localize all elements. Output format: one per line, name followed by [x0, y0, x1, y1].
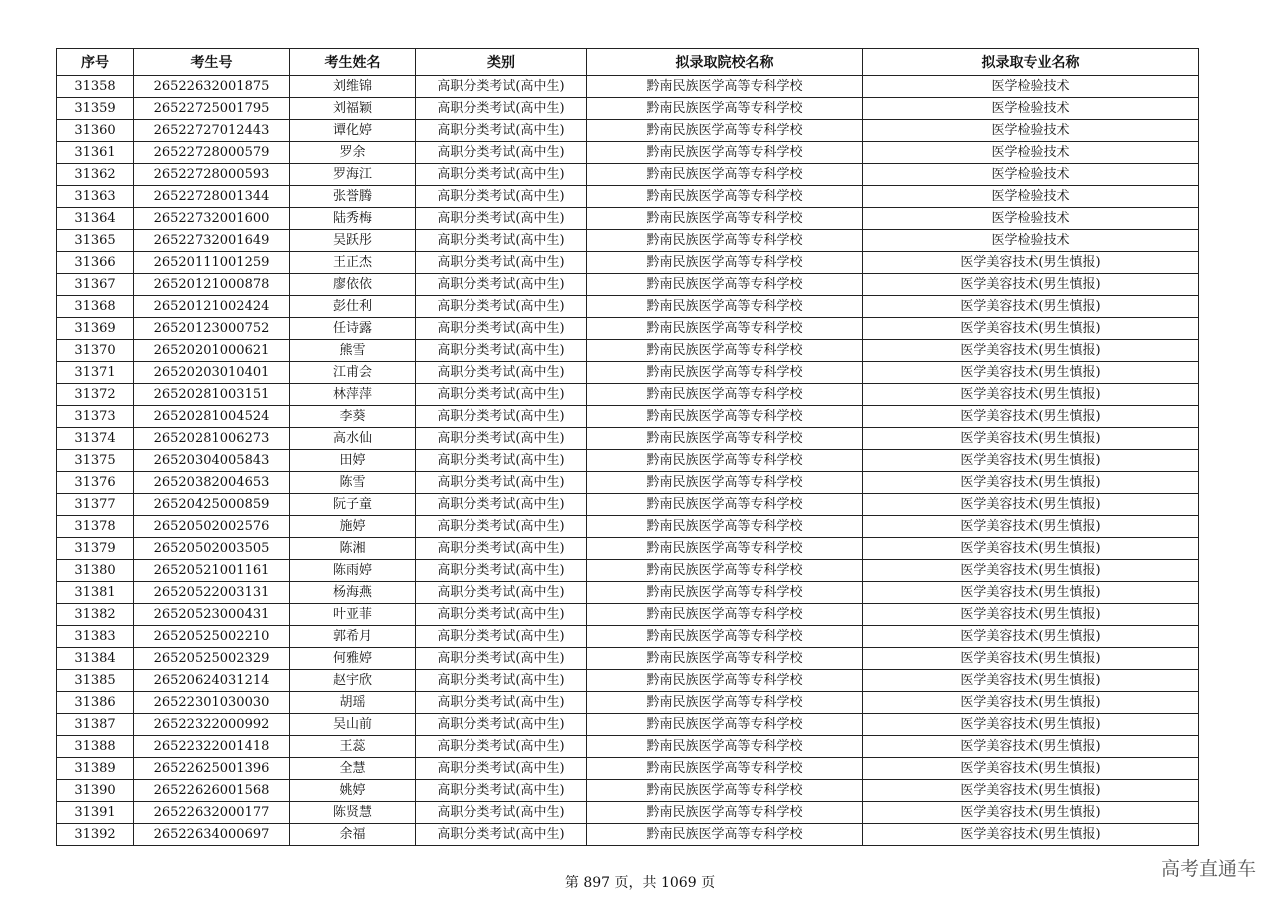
cell-name: 任诗露: [290, 318, 416, 340]
cell-major: 医学美容技术(男生慎报): [863, 494, 1199, 516]
cell-school: 黔南民族医学高等专科学校: [587, 120, 863, 142]
header-row: [57, 49, 1199, 76]
table-row: [57, 318, 1199, 340]
cell-seq: 31387: [57, 714, 134, 736]
cell-school: 黔南民族医学高等专科学校: [587, 802, 863, 824]
cell-major: 医学美容技术(男生慎报): [863, 824, 1199, 846]
cell-school: 黔南民族医学高等专科学校: [587, 164, 863, 186]
cell-category: 高职分类考试(高中生): [416, 780, 587, 802]
cell-category: 高职分类考试(高中生): [416, 604, 587, 626]
cell-school: 黔南民族医学高等专科学校: [587, 362, 863, 384]
cell-major: 医学美容技术(男生慎报): [863, 450, 1199, 472]
header-major: 拟录取专业名称: [863, 49, 1199, 76]
cell-category: 高职分类考试(高中生): [416, 758, 587, 780]
cell-major: 医学美容技术(男生慎报): [863, 626, 1199, 648]
cell-seq: 31378: [57, 516, 134, 538]
cell-category: 高职分类考试(高中生): [416, 648, 587, 670]
table-body: [57, 76, 1199, 846]
cell-seq: 31363: [57, 186, 134, 208]
admission-table: [56, 48, 1199, 846]
cell-seq: 31389: [57, 758, 134, 780]
cell-exam-id: 26520523000431: [134, 604, 290, 626]
cell-exam-id: 26522626001568: [134, 780, 290, 802]
table-row: [57, 296, 1199, 318]
cell-school: 黔南民族医学高等专科学校: [587, 406, 863, 428]
cell-exam-id: 26522727012443: [134, 120, 290, 142]
table-row: [57, 164, 1199, 186]
cell-name: 吴跃彤: [290, 230, 416, 252]
cell-major: 医学检验技术: [863, 208, 1199, 230]
header-name: 考生姓名: [290, 49, 416, 76]
cell-school: 黔南民族医学高等专科学校: [587, 824, 863, 846]
cell-seq: 31392: [57, 824, 134, 846]
cell-category: 高职分类考试(高中生): [416, 714, 587, 736]
cell-category: 高职分类考试(高中生): [416, 516, 587, 538]
cell-school: 黔南民族医学高等专科学校: [587, 384, 863, 406]
cell-major: 医学美容技术(男生慎报): [863, 780, 1199, 802]
cell-school: 黔南民族医学高等专科学校: [587, 494, 863, 516]
cell-category: 高职分类考试(高中生): [416, 362, 587, 384]
cell-exam-id: 26522632000177: [134, 802, 290, 824]
cell-name: 罗海江: [290, 164, 416, 186]
header-category: 类别: [416, 49, 587, 76]
table-row: [57, 340, 1199, 362]
cell-school: 黔南民族医学高等专科学校: [587, 208, 863, 230]
cell-exam-id: 26520624031214: [134, 670, 290, 692]
cell-seq: 31365: [57, 230, 134, 252]
cell-seq: 31364: [57, 208, 134, 230]
cell-name: 赵宇欣: [290, 670, 416, 692]
table-row: [57, 714, 1199, 736]
cell-major: 医学检验技术: [863, 230, 1199, 252]
cell-category: 高职分类考试(高中生): [416, 406, 587, 428]
cell-major: 医学美容技术(男生慎报): [863, 384, 1199, 406]
cell-major: 医学美容技术(男生慎报): [863, 318, 1199, 340]
table-row: [57, 758, 1199, 780]
table-row: [57, 230, 1199, 252]
cell-major: 医学美容技术(男生慎报): [863, 604, 1199, 626]
table-row: [57, 516, 1199, 538]
cell-seq: 31370: [57, 340, 134, 362]
cell-major: 医学美容技术(男生慎报): [863, 274, 1199, 296]
cell-seq: 31382: [57, 604, 134, 626]
cell-major: 医学美容技术(男生慎报): [863, 516, 1199, 538]
cell-exam-id: 26520304005843: [134, 450, 290, 472]
cell-seq: 31383: [57, 626, 134, 648]
cell-name: 李葵: [290, 406, 416, 428]
table-row: [57, 494, 1199, 516]
cell-name: 何雅婷: [290, 648, 416, 670]
cell-name: 施婷: [290, 516, 416, 538]
cell-exam-id: 26522322001418: [134, 736, 290, 758]
cell-category: 高职分类考试(高中生): [416, 252, 587, 274]
table-row: [57, 648, 1199, 670]
cell-name: 刘福颖: [290, 98, 416, 120]
cell-exam-id: 26522732001600: [134, 208, 290, 230]
cell-category: 高职分类考试(高中生): [416, 538, 587, 560]
cell-name: 田婷: [290, 450, 416, 472]
cell-exam-id: 26520521001161: [134, 560, 290, 582]
cell-school: 黔南民族医学高等专科学校: [587, 648, 863, 670]
cell-name: 吴山前: [290, 714, 416, 736]
cell-major: 医学检验技术: [863, 120, 1199, 142]
cell-exam-id: 26522634000697: [134, 824, 290, 846]
table-row: [57, 802, 1199, 824]
table-row: [57, 780, 1199, 802]
table-row: [57, 560, 1199, 582]
cell-school: 黔南民族医学高等专科学校: [587, 670, 863, 692]
table-row: [57, 406, 1199, 428]
cell-school: 黔南民族医学高等专科学校: [587, 428, 863, 450]
cell-major: 医学美容技术(男生慎报): [863, 648, 1199, 670]
table-row: [57, 450, 1199, 472]
cell-school: 黔南民族医学高等专科学校: [587, 274, 863, 296]
cell-seq: 31368: [57, 296, 134, 318]
cell-major: 医学检验技术: [863, 98, 1199, 120]
cell-name: 王蕊: [290, 736, 416, 758]
cell-exam-id: 26520502002576: [134, 516, 290, 538]
cell-name: 熊雪: [290, 340, 416, 362]
cell-seq: 31359: [57, 98, 134, 120]
table-row: [57, 582, 1199, 604]
cell-school: 黔南民族医学高等专科学校: [587, 142, 863, 164]
cell-major: 医学美容技术(男生慎报): [863, 582, 1199, 604]
cell-seq: 31384: [57, 648, 134, 670]
cell-exam-id: 26520382004653: [134, 472, 290, 494]
cell-seq: 31372: [57, 384, 134, 406]
cell-seq: 31386: [57, 692, 134, 714]
cell-category: 高职分类考试(高中生): [416, 76, 587, 98]
table-row: [57, 538, 1199, 560]
cell-name: 陈湘: [290, 538, 416, 560]
cell-seq: 31391: [57, 802, 134, 824]
cell-seq: 31367: [57, 274, 134, 296]
cell-seq: 31376: [57, 472, 134, 494]
cell-exam-id: 26522728000593: [134, 164, 290, 186]
cell-major: 医学美容技术(男生慎报): [863, 736, 1199, 758]
cell-school: 黔南民族医学高等专科学校: [587, 626, 863, 648]
table-row: [57, 670, 1199, 692]
cell-major: 医学美容技术(男生慎报): [863, 560, 1199, 582]
cell-exam-id: 26520502003505: [134, 538, 290, 560]
cell-name: 郭希月: [290, 626, 416, 648]
cell-category: 高职分类考试(高中生): [416, 318, 587, 340]
cell-category: 高职分类考试(高中生): [416, 186, 587, 208]
cell-category: 高职分类考试(高中生): [416, 340, 587, 362]
cell-category: 高职分类考试(高中生): [416, 142, 587, 164]
cell-seq: 31360: [57, 120, 134, 142]
cell-seq: 31369: [57, 318, 134, 340]
cell-category: 高职分类考试(高中生): [416, 120, 587, 142]
cell-exam-id: 26522632001875: [134, 76, 290, 98]
cell-category: 高职分类考试(高中生): [416, 692, 587, 714]
cell-name: 谭化婷: [290, 120, 416, 142]
cell-major: 医学美容技术(男生慎报): [863, 802, 1199, 824]
cell-major: 医学美容技术(男生慎报): [863, 362, 1199, 384]
cell-category: 高职分类考试(高中生): [416, 560, 587, 582]
cell-school: 黔南民族医学高等专科学校: [587, 296, 863, 318]
cell-category: 高职分类考试(高中生): [416, 208, 587, 230]
table-row: [57, 98, 1199, 120]
cell-exam-id: 26522625001396: [134, 758, 290, 780]
cell-school: 黔南民族医学高等专科学校: [587, 780, 863, 802]
cell-exam-id: 26520281006273: [134, 428, 290, 450]
cell-exam-id: 26522725001795: [134, 98, 290, 120]
cell-seq: 31377: [57, 494, 134, 516]
cell-name: 江甫会: [290, 362, 416, 384]
cell-major: 医学美容技术(男生慎报): [863, 252, 1199, 274]
cell-name: 林萍萍: [290, 384, 416, 406]
cell-category: 高职分类考试(高中生): [416, 428, 587, 450]
cell-school: 黔南民族医学高等专科学校: [587, 758, 863, 780]
cell-name: 阮子童: [290, 494, 416, 516]
cell-exam-id: 26522301030030: [134, 692, 290, 714]
cell-major: 医学美容技术(男生慎报): [863, 758, 1199, 780]
cell-exam-id: 26520525002210: [134, 626, 290, 648]
cell-category: 高职分类考试(高中生): [416, 384, 587, 406]
cell-name: 王正杰: [290, 252, 416, 274]
page-number: 第 897 页，共 1069 页: [564, 875, 716, 891]
header-school: 拟录取院校名称: [587, 49, 863, 76]
table-row: [57, 76, 1199, 98]
table-row: [57, 472, 1199, 494]
cell-exam-id: 26520203010401: [134, 362, 290, 384]
cell-major: 医学美容技术(男生慎报): [863, 538, 1199, 560]
table-row: [57, 692, 1199, 714]
cell-major: 医学美容技术(男生慎报): [863, 296, 1199, 318]
cell-seq: 31374: [57, 428, 134, 450]
cell-seq: 31380: [57, 560, 134, 582]
cell-school: 黔南民族医学高等专科学校: [587, 736, 863, 758]
cell-category: 高职分类考试(高中生): [416, 582, 587, 604]
cell-name: 胡瑶: [290, 692, 416, 714]
cell-name: 叶亚菲: [290, 604, 416, 626]
cell-exam-id: 26522732001649: [134, 230, 290, 252]
cell-major: 医学美容技术(男生慎报): [863, 406, 1199, 428]
cell-name: 彭仕利: [290, 296, 416, 318]
cell-seq: 31385: [57, 670, 134, 692]
cell-school: 黔南民族医学高等专科学校: [587, 252, 863, 274]
cell-major: 医学检验技术: [863, 142, 1199, 164]
cell-name: 张誉腾: [290, 186, 416, 208]
header-exam-id: 考生号: [134, 49, 290, 76]
cell-name: 杨海燕: [290, 582, 416, 604]
table-row: [57, 120, 1199, 142]
cell-seq: 31371: [57, 362, 134, 384]
cell-school: 黔南民族医学高等专科学校: [587, 98, 863, 120]
cell-major: 医学美容技术(男生慎报): [863, 428, 1199, 450]
cell-category: 高职分类考试(高中生): [416, 230, 587, 252]
cell-major: 医学美容技术(男生慎报): [863, 472, 1199, 494]
cell-school: 黔南民族医学高等专科学校: [587, 692, 863, 714]
cell-seq: 31362: [57, 164, 134, 186]
cell-exam-id: 26522728001344: [134, 186, 290, 208]
table-row: [57, 428, 1199, 450]
table-row: [57, 736, 1199, 758]
cell-exam-id: 26520525002329: [134, 648, 290, 670]
table-row: [57, 274, 1199, 296]
cell-school: 黔南民族医学高等专科学校: [587, 604, 863, 626]
cell-name: 陆秀梅: [290, 208, 416, 230]
cell-school: 黔南民族医学高等专科学校: [587, 186, 863, 208]
cell-category: 高职分类考试(高中生): [416, 274, 587, 296]
table-row: [57, 186, 1199, 208]
cell-category: 高职分类考试(高中生): [416, 670, 587, 692]
cell-name: 廖依依: [290, 274, 416, 296]
cell-category: 高职分类考试(高中生): [416, 626, 587, 648]
cell-major: 医学美容技术(男生慎报): [863, 692, 1199, 714]
cell-exam-id: 26520425000859: [134, 494, 290, 516]
header-seq: 序号: [57, 49, 134, 76]
cell-seq: 31373: [57, 406, 134, 428]
cell-exam-id: 26520121000878: [134, 274, 290, 296]
cell-major: 医学美容技术(男生慎报): [863, 340, 1199, 362]
cell-name: 高水仙: [290, 428, 416, 450]
cell-name: 陈贤慧: [290, 802, 416, 824]
cell-school: 黔南民族医学高等专科学校: [587, 450, 863, 472]
cell-name: 姚婷: [290, 780, 416, 802]
cell-category: 高职分类考试(高中生): [416, 164, 587, 186]
cell-category: 高职分类考试(高中生): [416, 824, 587, 846]
table-row: [57, 362, 1199, 384]
cell-seq: 31366: [57, 252, 134, 274]
cell-category: 高职分类考试(高中生): [416, 472, 587, 494]
cell-seq: 31388: [57, 736, 134, 758]
table-row: [57, 252, 1199, 274]
cell-exam-id: 26522728000579: [134, 142, 290, 164]
cell-exam-id: 26520281003151: [134, 384, 290, 406]
cell-name: 陈雪: [290, 472, 416, 494]
cell-seq: 31381: [57, 582, 134, 604]
cell-exam-id: 26520121002424: [134, 296, 290, 318]
cell-seq: 31379: [57, 538, 134, 560]
cell-exam-id: 26520123000752: [134, 318, 290, 340]
cell-major: 医学检验技术: [863, 186, 1199, 208]
cell-exam-id: 26520201000621: [134, 340, 290, 362]
table-row: [57, 604, 1199, 626]
cell-school: 黔南民族医学高等专科学校: [587, 472, 863, 494]
cell-category: 高职分类考试(高中生): [416, 736, 587, 758]
cell-name: 陈雨婷: [290, 560, 416, 582]
cell-school: 黔南民族医学高等专科学校: [587, 714, 863, 736]
cell-school: 黔南民族医学高等专科学校: [587, 318, 863, 340]
cell-category: 高职分类考试(高中生): [416, 296, 587, 318]
cell-school: 黔南民族医学高等专科学校: [587, 582, 863, 604]
cell-seq: 31358: [57, 76, 134, 98]
cell-name: 刘维锦: [290, 76, 416, 98]
cell-category: 高职分类考试(高中生): [416, 450, 587, 472]
cell-name: 全慧: [290, 758, 416, 780]
cell-exam-id: 26522322000992: [134, 714, 290, 736]
cell-category: 高职分类考试(高中生): [416, 802, 587, 824]
cell-exam-id: 26520281004524: [134, 406, 290, 428]
cell-school: 黔南民族医学高等专科学校: [587, 230, 863, 252]
cell-school: 黔南民族医学高等专科学校: [587, 340, 863, 362]
cell-major: 医学美容技术(男生慎报): [863, 670, 1199, 692]
table-row: [57, 142, 1199, 164]
cell-category: 高职分类考试(高中生): [416, 494, 587, 516]
cell-exam-id: 26520522003131: [134, 582, 290, 604]
cell-exam-id: 26520111001259: [134, 252, 290, 274]
table-row: [57, 626, 1199, 648]
cell-school: 黔南民族医学高等专科学校: [587, 516, 863, 538]
cell-name: 罗余: [290, 142, 416, 164]
cell-major: 医学美容技术(男生慎报): [863, 714, 1199, 736]
cell-seq: 31375: [57, 450, 134, 472]
table-row: [57, 384, 1199, 406]
cell-seq: 31361: [57, 142, 134, 164]
source-watermark: 高考直通车: [1160, 858, 1256, 880]
cell-school: 黔南民族医学高等专科学校: [587, 76, 863, 98]
cell-major: 医学检验技术: [863, 76, 1199, 98]
cell-major: 医学检验技术: [863, 164, 1199, 186]
cell-name: 余福: [290, 824, 416, 846]
table-row: [57, 208, 1199, 230]
cell-school: 黔南民族医学高等专科学校: [587, 560, 863, 582]
table-row: [57, 824, 1199, 846]
cell-seq: 31390: [57, 780, 134, 802]
cell-category: 高职分类考试(高中生): [416, 98, 587, 120]
cell-school: 黔南民族医学高等专科学校: [587, 538, 863, 560]
